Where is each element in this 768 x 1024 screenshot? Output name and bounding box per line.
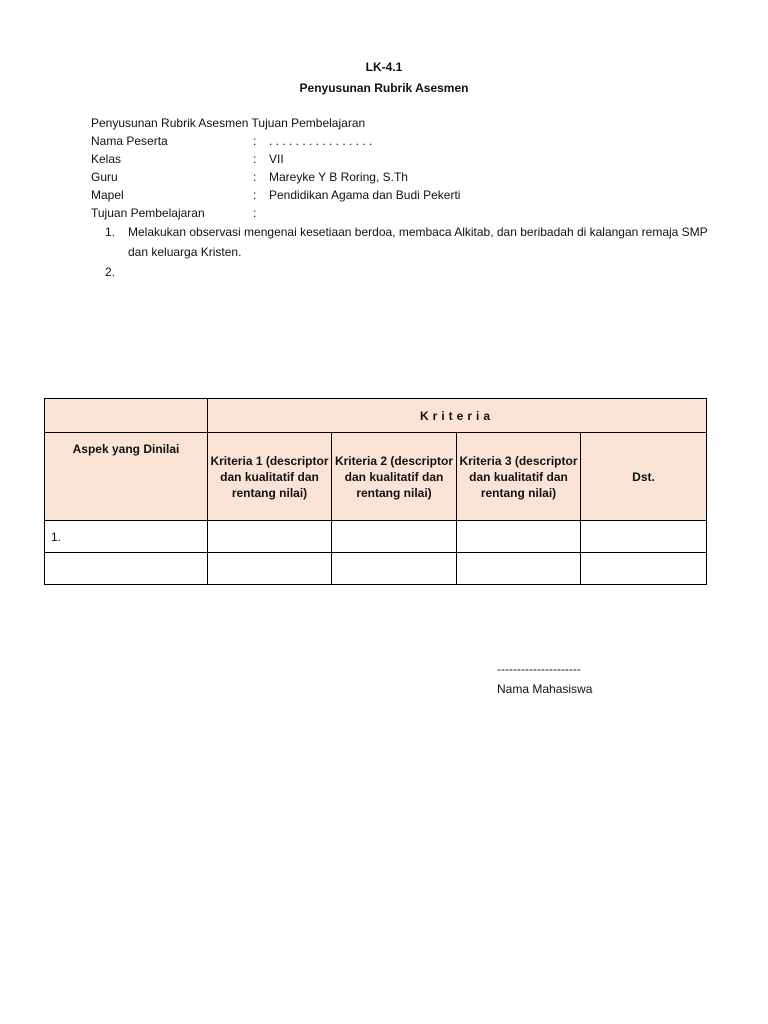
field-value: . . . . . . . . . . . . . . . . [269, 134, 373, 148]
field-label: Guru [91, 170, 118, 184]
intro-heading: Penyusunan Rubrik Asesmen Tujuan Pembelajaran [91, 116, 366, 130]
table-cell[interactable] [332, 521, 457, 553]
field-label: Nama Peserta [91, 134, 168, 148]
field-separator: : [253, 206, 257, 220]
document-title: Penyusunan Rubrik Asesmen [299, 81, 469, 95]
goals-list [91, 222, 711, 279]
table-cell[interactable] [581, 553, 707, 585]
kriteria-2-header: Kriteria 2 (descriptor dan kualitatif dan rentang nilai) [332, 433, 457, 521]
goal-number: 2. [105, 265, 116, 279]
field-separator: : [253, 188, 257, 202]
rubric-table [44, 398, 707, 585]
table-cell[interactable]: 1. [45, 521, 208, 553]
goal-number: 1. [105, 225, 116, 239]
signature-block [497, 660, 592, 698]
table-cell[interactable] [208, 521, 332, 553]
table-row [45, 553, 707, 585]
table-cell[interactable] [457, 553, 581, 585]
goal-text: Melakukan observasi mengenai kesetiaan berdoa, membaca Alkitab, dan beribadah di kalangan remaja SMP dan keluarga Kristen. [128, 225, 708, 259]
field-label: Tujuan Pembelajaran [91, 206, 205, 220]
dst-header: Dst. [581, 433, 707, 521]
header-empty-cell [45, 399, 208, 433]
table-cell[interactable] [208, 553, 332, 585]
field-value: Pendidikan Agama dan Budi Pekerti [269, 188, 461, 202]
field-guru [91, 168, 408, 186]
table-row [45, 521, 707, 553]
table-cell[interactable] [45, 553, 208, 585]
field-separator: : [253, 170, 257, 184]
table-column-header-row [45, 433, 707, 521]
field-kelas [91, 150, 365, 168]
field-label: Kelas [91, 152, 122, 166]
field-separator: : [253, 134, 257, 148]
signature-name: Nama Mahasiswa [497, 682, 593, 696]
table-group-header-row [45, 399, 707, 433]
field-value: VII [269, 152, 284, 166]
kriteria-group-header: Kriteria [208, 399, 707, 433]
field-separator: : [253, 152, 257, 166]
field-nama-peserta [91, 132, 373, 150]
goal-item [91, 222, 711, 262]
kriteria-1-header: Kriteria 1 (descriptor dan kualitatif dan rentang nilai) [208, 433, 332, 521]
signature-line: --------------------- [497, 662, 581, 676]
field-label: Mapel [91, 188, 124, 202]
intro-section [91, 114, 461, 222]
aspek-header: Aspek yang Dinilai [45, 433, 208, 521]
field-mapel [91, 186, 461, 204]
document-code: LK-4.1 [365, 60, 403, 74]
table-cell[interactable] [457, 521, 581, 553]
field-value: Mareyke Y B Roring, S.Th [269, 170, 408, 184]
table-cell[interactable] [332, 553, 457, 585]
field-tujuan-pembelajaran [91, 204, 365, 222]
kriteria-3-header: Kriteria 3 (descriptor dan kualitatif dan rentang nilai) [457, 433, 581, 521]
table-cell[interactable] [581, 521, 707, 553]
